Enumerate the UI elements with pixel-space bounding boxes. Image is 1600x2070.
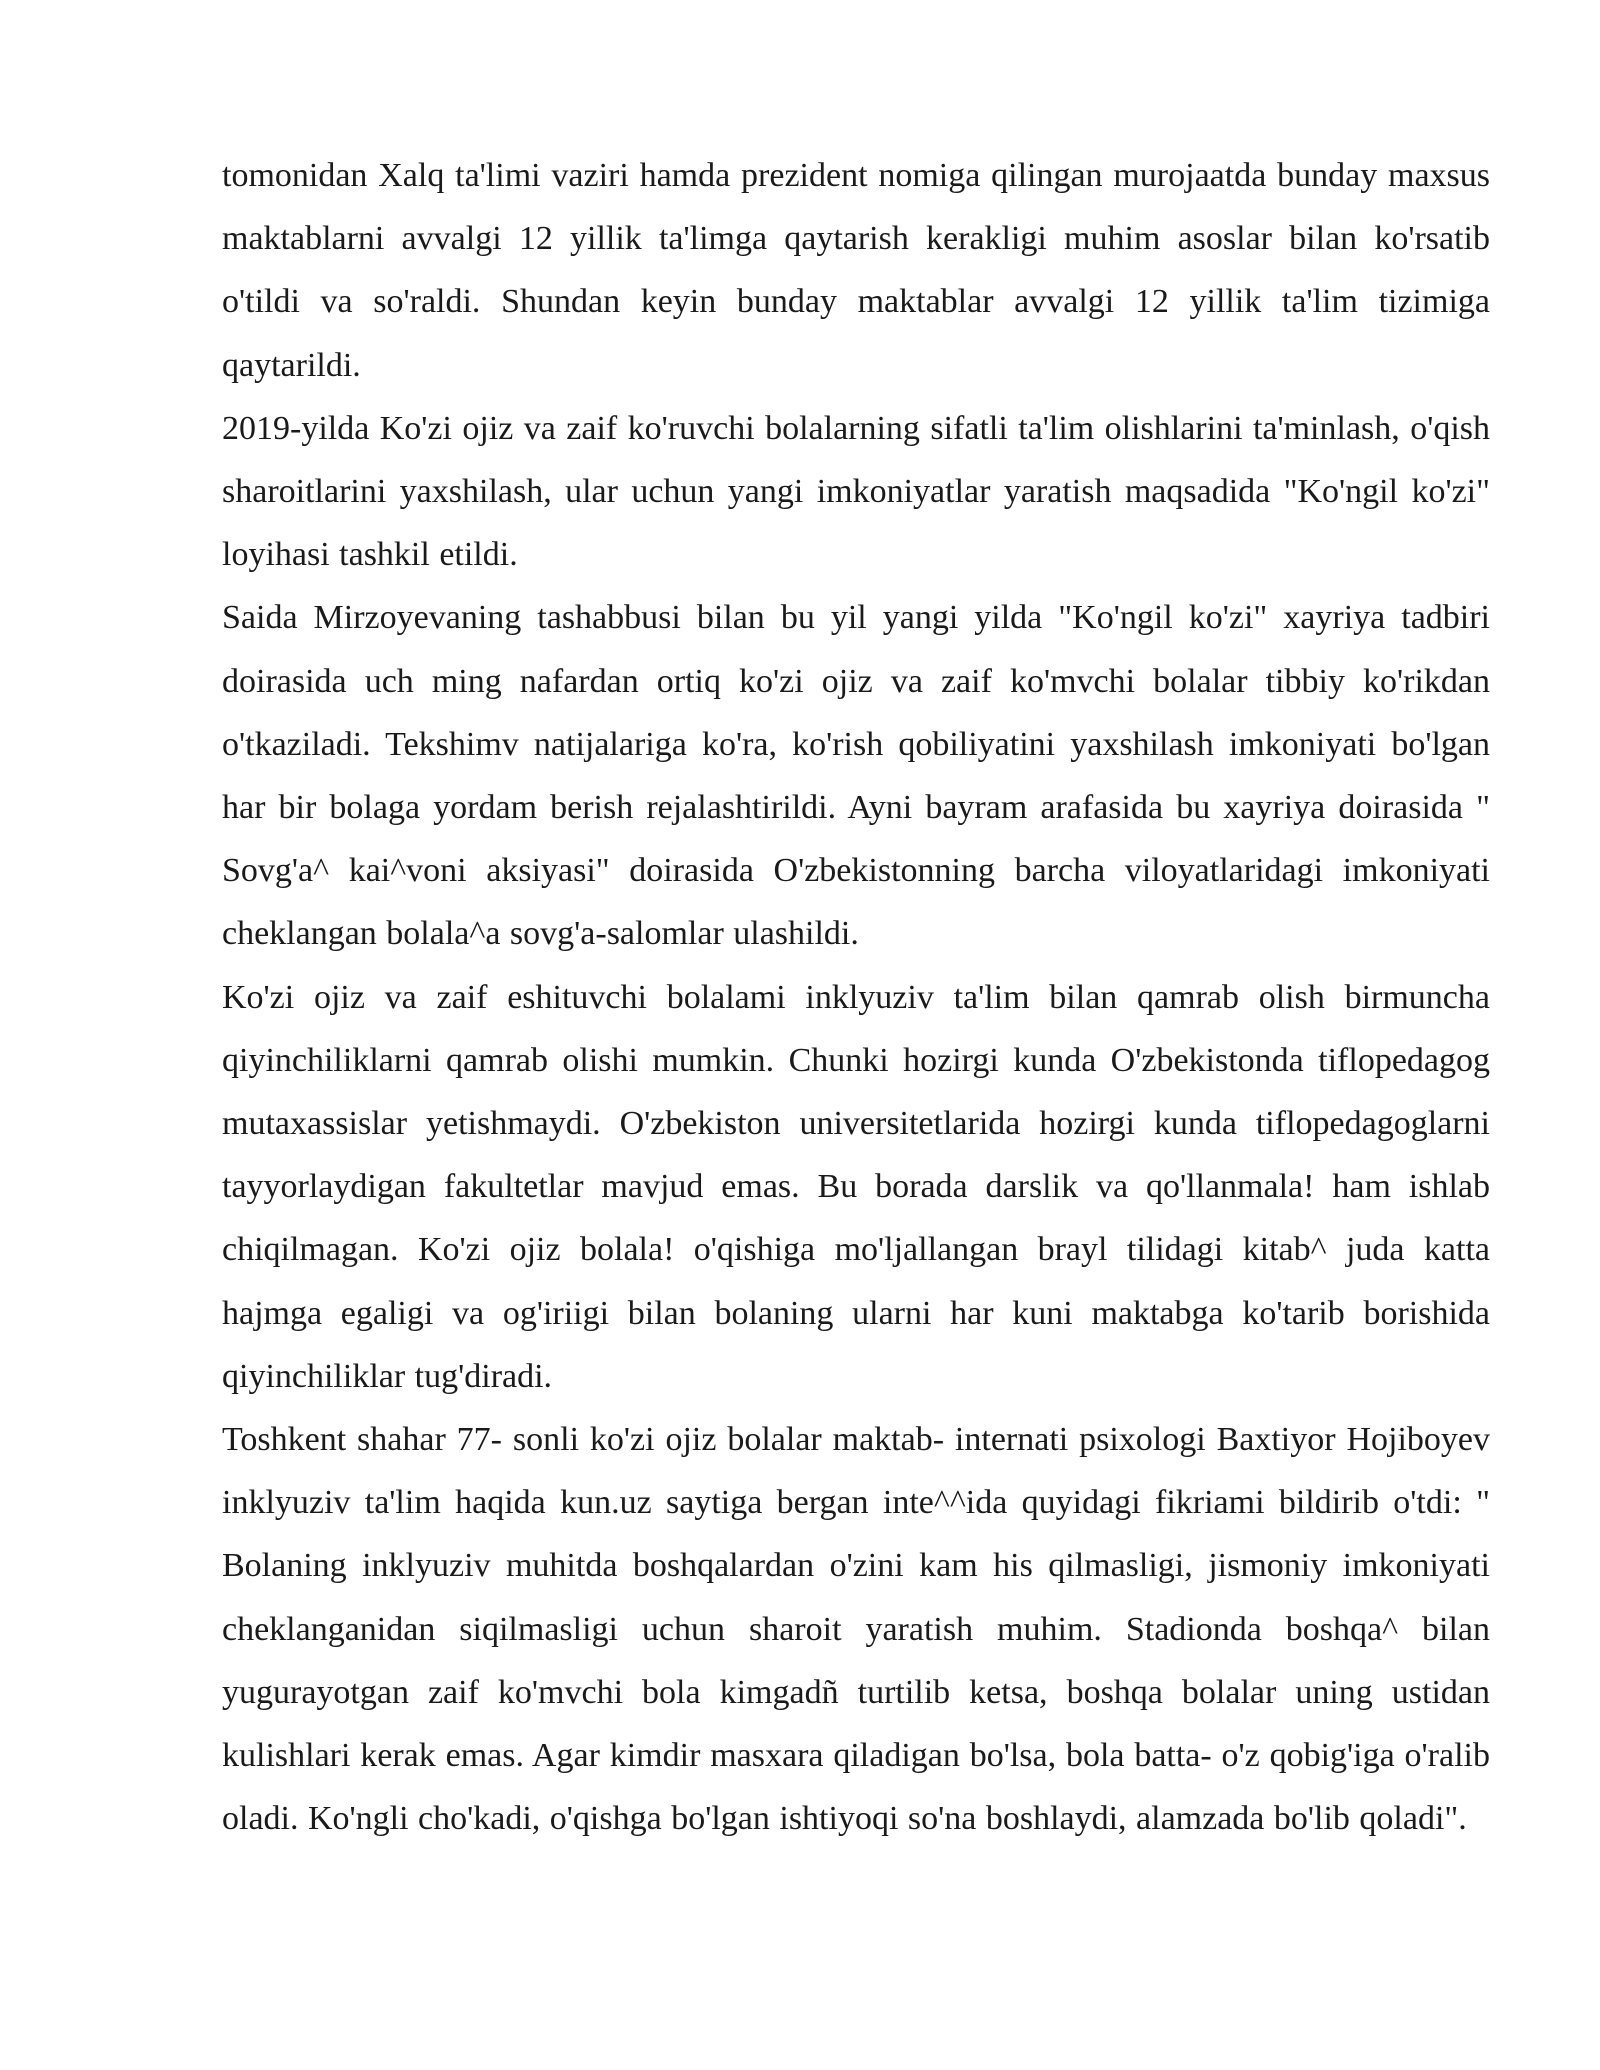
document-body bbox=[222, 144, 1490, 1850]
paragraph-1: tomonidan Xalq ta'limi vaziri hamda prezident nomiga qilingan murojaatda bunday maxsus maktablarni avvalgi 12 yillik ta'limga qaytarish kerakligi muhim asoslar bilan ko'rsatib o'tildi va so'raldi. Shundan keyin bunday maktablar avvalgi 12 yillik ta'lim tizimiga qaytarildi. bbox=[222, 157, 1490, 384]
paragraph-3: Saida Mirzoyevaning tashabbusi bilan bu yil yangi yilda "Ko'ngil ko'zi" xayriya tadbiri doirasida uch ming nafardan ortiq ko'zi ojiz va zaif ko'mvchi bolalar tibbiy ko'rikdan o'tkaziladi. Tekshimv natijalariga ko'ra, ko'rish qobiliyatini yaxshilash imkoniyati bo'lgan har bir bolaga yordam berish rejalashtirildi. Ayni bayram arafasida bu xayriya doirasida " Sovg'a^ kai^voni aksiyasi" doirasida O'zbekistonning barcha viloyatlaridagi imkoniyati cheklangan bolala^a sovg'a-salomlar ulashildi. bbox=[222, 599, 1490, 953]
paragraph-2: 2019-yilda Ko'zi ojiz va zaif ko'ruvchi bolalarning sifatli ta'lim olishlarini ta'minlash, o'qish sharoitlarini yaxshilash, ular uchun yangi imkoniyatlar yaratish maqsadida "Ko'ngil ko'zi" loyihasi tashkil etildi. bbox=[222, 409, 1490, 574]
paragraph-4: Ko'zi ojiz va zaif eshituvchi bolalami inklyuziv ta'lim bilan qamrab olish birmuncha qiyinchiliklarni qamrab olishi mumkin. Chunki hozirgi kunda O'zbekistonda tiflopedagog mutaxassislar yetishmaydi. O'zbekiston universitetlarida hozirgi kunda tiflopedagoglarni tayyorlaydigan fakultetlar mavjud emas. Bu borada darslik va qo'llanmala! ham ishlab chiqilmagan. Ko'zi ojiz bolala! o'qishiga mo'ljallangan brayl tilidagi kitab^ juda katta hajmga egaligi va og'iriigi bilan bolaning ularni har kuni maktabga ko'tarib borishida qiyinchiliklar tug'diradi. bbox=[222, 978, 1490, 1395]
paragraph-5: Toshkent shahar 77- sonli ko'zi ojiz bolalar maktab- internati psixologi Baxtiyor Hojiboyev inklyuziv ta'lim haqida kun.uz saytiga bergan inte^^ida quyidagi fikriami bildirib o'tdi: " Bolaning inklyuziv muhitda boshqalardan o'zini kam his qilmasligi, jismoniy imkoniyati cheklanganidan siqilmasligi uchun sharoit yaratish muhim. Stadionda boshqa^ bilan yugurayotgan zaif ko'mvchi bola kimgadñ turtilib ketsa, boshqa bolalar uning ustidan kulishlari kerak emas. Agar kimdir masxara qiladigan bo'lsa, bola batta- o'z qobig'iga o'ralib oladi. Ko'ngli cho'kadi, o'qishga bo'lgan ishtiyoqi so'na boshlaydi, alamzada bo'lib qoladi". bbox=[222, 1421, 1490, 1838]
